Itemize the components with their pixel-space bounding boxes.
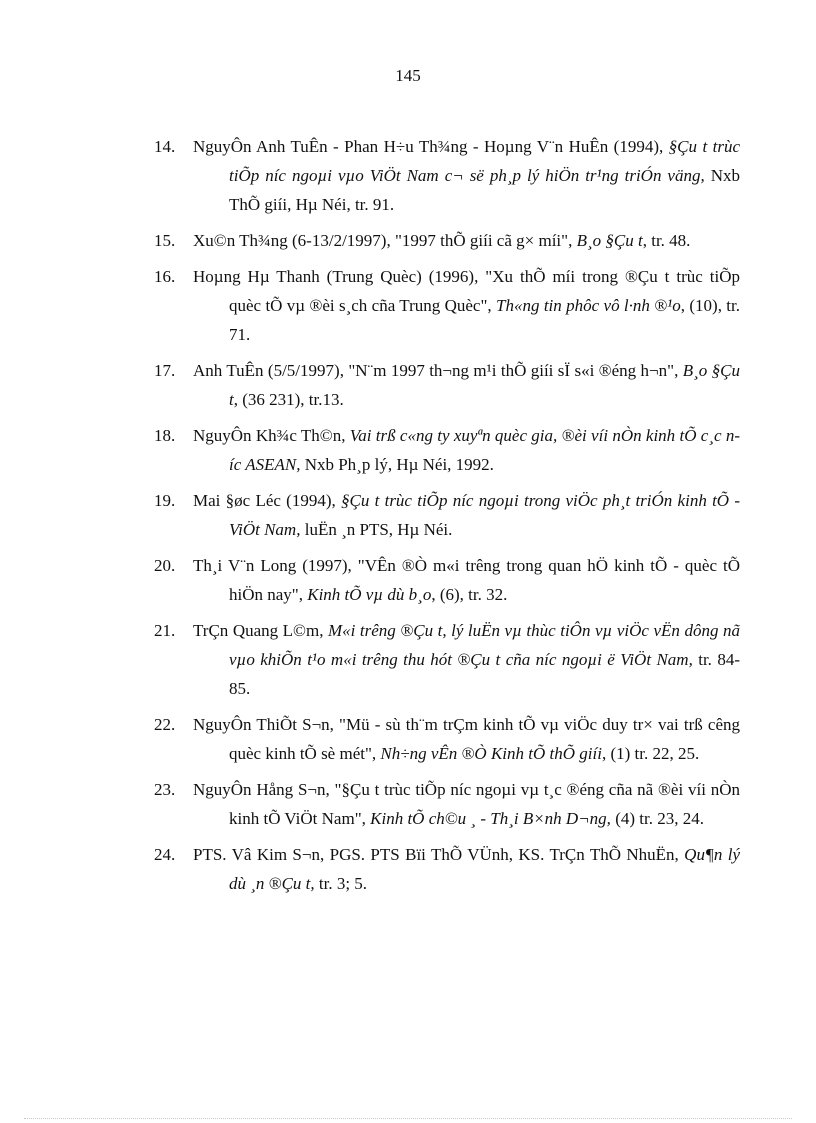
reference-publisher: Nxb ThÕ giíi, Hµ Néi, tr. 91. <box>229 166 740 214</box>
reference-title: B¸o §Çu t <box>576 231 643 250</box>
reference-number: 16. <box>154 267 176 286</box>
reference-author: Anh TuÊn (5/5/1997), "N¨m 1997 th¬ng m¹i thÕ giíi sÏ s«i ®éng h¬n", <box>193 361 683 380</box>
reference-author: NguyÔn Anh TuÊn - Phan H÷u Th¾ng - Hoµng V¨n HuÊn (1994), <box>193 137 669 156</box>
page-number: 145 <box>395 66 421 85</box>
reference-publisher: , (1) tr. 22, 25. <box>601 744 700 763</box>
reference-publisher: , (6), tr. 32. <box>431 585 508 604</box>
reference-author: TrÇn Quang L©m, <box>193 621 328 640</box>
reference-number: 24. <box>154 845 176 864</box>
reference-item <box>154 710 740 768</box>
reference-title: Nh÷ng vÊn ®Ò Kinh tÕ thÕ giíi <box>380 744 602 763</box>
reference-item <box>154 262 740 349</box>
reference-number: 18. <box>154 426 176 445</box>
reference-title: Kinh tÕ ch©u ¸ - Th¸i B×nh D¬ng, <box>370 809 611 828</box>
reference-item <box>154 132 740 219</box>
reference-author: NguyÔn Hång S¬n, "§Çu t trùc tiÕp níc ngoµi vµ t¸c ®éng cña nã ®èi víi nÒn kinh tÕ ViÖt Nam", <box>193 780 740 828</box>
reference-author: NguyÔn ThiÕt S¬n, "Mü - sù th¨m trÇm kinh tÕ vµ viÖc duy tr× vai trß cêng quèc kinh tÕ sè mét", <box>193 715 740 763</box>
reference-title: Vai trß c«ng ty xuyªn quèc gia, ®èi víi nÒn kinh tÕ c¸c níc ASEAN, <box>229 426 740 474</box>
reference-author: Xu©n Th¾ng (6-13/2/1997), "1997 thÕ giíi cã g× míi", <box>193 231 577 250</box>
reference-publisher: luËn ¸n PTS, Hµ Néi. <box>300 520 453 539</box>
reference-publisher: , tr. 48. <box>642 231 691 250</box>
reference-publisher: tr. 3; 5. <box>314 874 368 893</box>
reference-publisher: Nxb Ph¸p lý, Hµ Néi, 1992. <box>300 455 494 474</box>
reference-title: Kinh tÕ vµ dù b¸o <box>307 585 432 604</box>
reference-author: NguyÔn Kh¾c Th©n, <box>193 426 350 445</box>
reference-number: 14. <box>154 137 176 156</box>
reference-number: 23. <box>154 780 176 799</box>
reference-number: 20. <box>154 556 176 575</box>
reference-author: Mai §øc Léc (1994), <box>193 491 342 510</box>
reference-publisher: , (10), tr. 71. <box>229 296 740 344</box>
reference-number: 15. <box>154 231 176 250</box>
reference-publisher: , (36 231), tr.13. <box>233 390 344 409</box>
reference-publisher: (4) tr. 23, 24. <box>610 809 704 828</box>
reference-item <box>154 840 740 898</box>
reference-number: 17. <box>154 361 176 380</box>
reference-number: 19. <box>154 491 176 510</box>
reference-item <box>154 486 740 544</box>
reference-item <box>154 356 740 414</box>
reference-author: Th¸i V¨n Long (1997), "VÊn ®Ò m«i trêng trong quan hÖ kinh tÕ - quèc tÕ hiÖn nay", <box>193 556 740 604</box>
reference-item <box>154 775 740 833</box>
reference-publisher: tr. 84-85. <box>229 650 741 698</box>
reference-title: B¸o §Çu t <box>229 361 740 409</box>
reference-number: 21. <box>154 621 176 640</box>
reference-author: PTS. Vâ Kim S¬n, PGS. PTS Bïi ThÕ VÜnh, KS. TrÇn ThÕ NhuËn, <box>193 845 685 864</box>
reference-title: §Çu t trùc tiÕp níc ngoµi trong viÖc ph¸t triÓn kinh tÕ - ViÖt Nam, <box>229 491 740 539</box>
reference-author: Hoµng Hµ Thanh (Trung Quèc) (1996), "Xu thÕ míi trong ®Çu t trùc tiÕp quèc tÕ vµ ®èi s¸ch cña Trung Quèc", <box>193 267 740 315</box>
reference-item <box>154 551 740 609</box>
reference-number: 22. <box>154 715 176 734</box>
reference-list <box>154 132 740 905</box>
page-bottom-divider <box>24 1118 792 1119</box>
reference-item <box>154 226 740 255</box>
reference-title: M«i trêng ®Çu t, lý luËn vµ thùc tiÔn vµ viÖc vËn dông nã vµo khiÕn t¹o m«i trêng thu hót ®Çu t cña níc ngoµi ë ViÖt Nam, <box>229 621 740 669</box>
reference-item <box>154 616 740 703</box>
reference-item <box>154 421 740 479</box>
reference-title: Qu¶n lý dù ¸n ®Çu t, <box>229 845 740 893</box>
reference-title: §Çu t trùc tiÕp níc ngoµi vµo ViÖt Nam c¬ së ph¸p lý hiÖn tr¹ng triÓn väng, <box>229 137 740 185</box>
reference-title: Th«ng tin phôc vô l·nh ®¹o <box>496 296 681 315</box>
